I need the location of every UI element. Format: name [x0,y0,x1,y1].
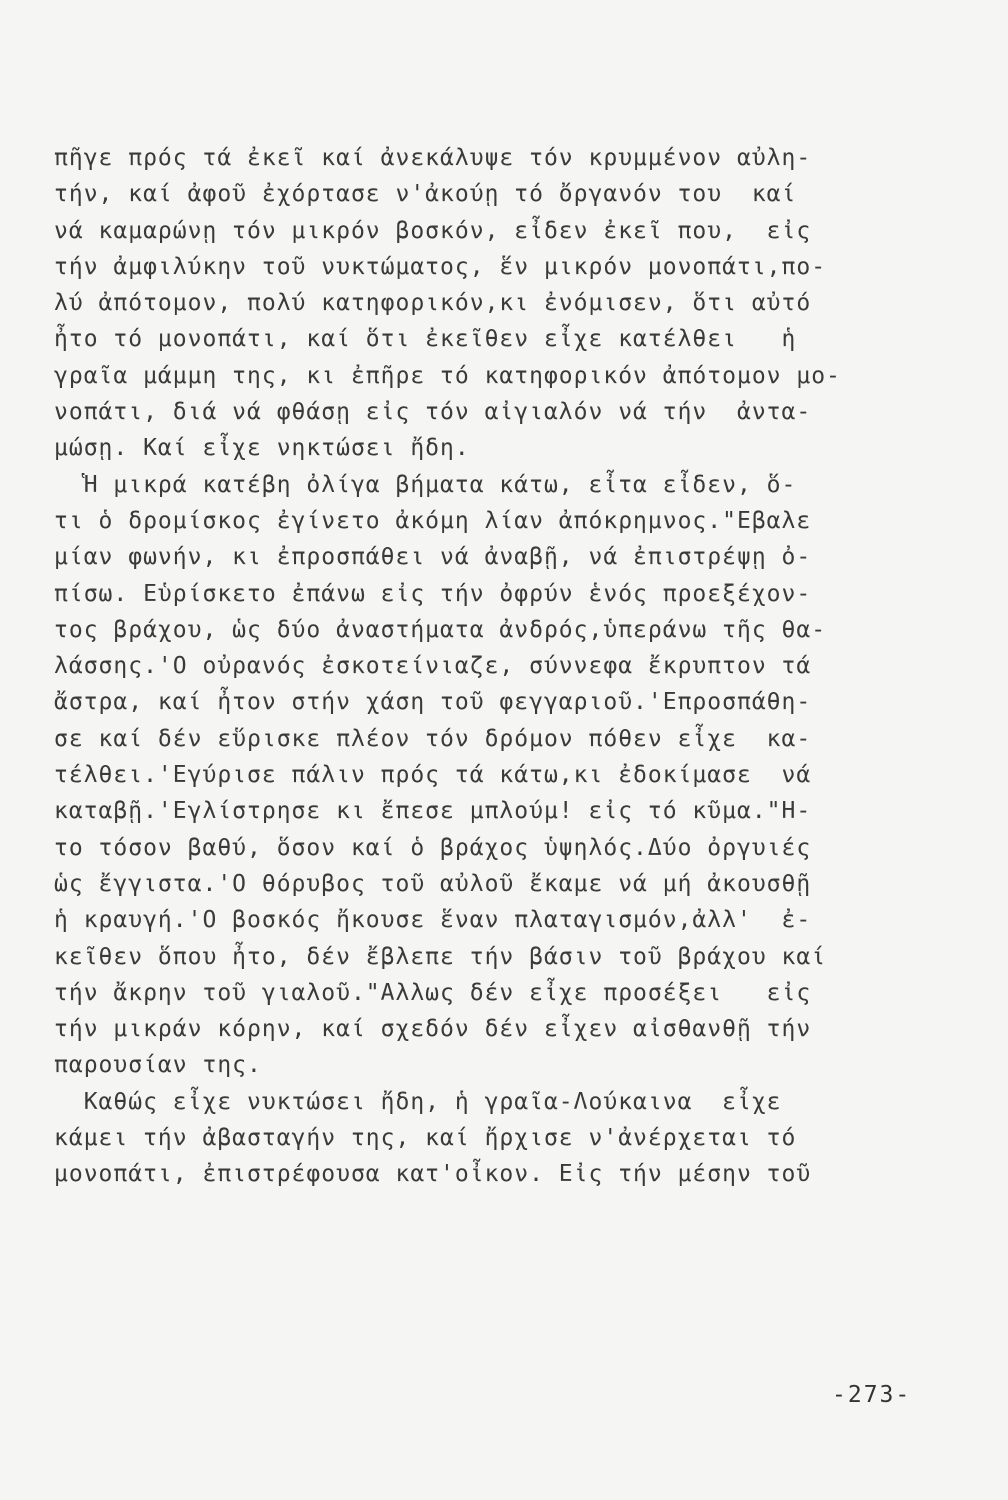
text-line: μίαν φωνήν, κι ἐπροσπάθει νά ἀναβῇ, νά ἐπιστρέψῃ ὀ- [54,544,812,571]
text-line: κάμει τήν ἀβασταγήν της, καί ἤρχισε ν'ἀνέρχεται τό [54,1125,797,1152]
text-line: νά καμαρώνῃ τόν μικρόν βοσκόν, εἶδεν ἐκεῖ που, εἰς [54,217,812,244]
text-line: τήν, καί ἀφοῦ ἐχόρτασε ν'ἀκούῃ τό ὄργανόν του καί [54,181,797,208]
text-line: νοπάτι, διά νά φθάσῃ εἰς τόν αἰγιαλόν νά τήν ἀντα- [54,399,812,426]
text-line: μώσῃ. Καί εἶχε νηκτώσει ἤδη. [54,435,470,462]
text-line: κεῖθεν ὅπου ἦτο, δέν ἔβλεπε τήν βάσιν τοῦ βράχου καί [54,943,827,970]
text-line: ὡς ἔγγιστα.'Ο θόρυβος τοῦ αὐλοῦ ἔκαμε νά μή ἀκουσθῇ [54,870,812,897]
text-line: καταβῇ.'Εγλίστρησε κι ἔπεσε μπλούμ! εἰς τό κῦμα."Η- [54,798,812,825]
text-line: λάσσης.'Ο οὐρανός ἐσκοτείνιαζε, σύννεφα ἔκρυπτον τά [54,653,812,680]
text-line: μονοπάτι, ἐπιστρέφουσα κατ'οἶκον. Εἰς τήν μέσην τοῦ [54,1161,812,1188]
text-line: γραῖα μάμμη της, κι ἐπῆρε τό κατηφορικόν ἀπότομον μο- [54,362,841,389]
text-line: τέλθει.'Εγύρισε πάλιν πρός τά κάτω,κι ἐδοκίμασε νά [54,762,812,789]
text-line: τήν μικράν κόρην, καί σχεδόν δέν εἶχεν αἰσθανθῇ τήν [54,1016,812,1043]
body-text [54,140,934,1193]
text-line: λύ ἀπότομον, πολύ κατηφορικόν,κι ἐνόμισεν, ὅτι αὐτό [54,290,812,317]
text-line: ἡ κραυγή.'Ο βοσκός ἤκουσε ἕναν πλαταγισμόν,ἀλλ' ἐ- [54,907,812,934]
text-line: Ἡ μικρά κατέβη ὀλίγα βήματα κάτω, εἶτα εἶδεν, ὅ- [54,471,797,498]
text-line: τήν ἀμφιλύκην τοῦ νυκτώματος, ἕν μικρόν μονοπάτι,πο- [54,253,827,280]
text-line: σε καί δέν εὕρισκε πλέον τόν δρόμον πόθεν εἶχε κα- [54,725,812,752]
page-number: -273- [832,1382,912,1408]
text-line: ἄστρα, καί ἦτον στήν χάση τοῦ φεγγαριοῦ.'Επροσπάθη- [54,689,812,716]
text-line: τος βράχου, ὡς δύο ἀναστήματα ἀνδρός,ὑπεράνω τῆς θα- [54,616,827,643]
text-line: πίσω. Εὑρίσκετο ἐπάνω εἰς τήν ὀφρύν ἑνός προεξέχον- [54,580,812,607]
text-line: τήν ἄκρην τοῦ γιαλοῦ."Αλλως δέν εἶχε προσέξει εἰς [54,979,812,1006]
text-line: το τόσον βαθύ, ὅσον καί ὁ βράχος ὑψηλός.Δύο ὀργυιές [54,834,812,861]
text-line: Καθώς εἶχε νυκτώσει ἤδη, ἡ γραῖα-Λούκαινα εἶχε [54,1088,782,1115]
text-line: παρουσίαν της. [54,1052,262,1079]
text-line: τι ὁ δρομίσκος ἐγίνετο ἀκόμη λίαν ἀπόκρημνος."Εβαλε [54,507,812,534]
text-line: πῆγε πρός τά ἐκεῖ καί ἀνεκάλυψε τόν κρυμμένον αὐλη- [54,145,812,171]
text-line: ἦτο τό μονοπάτι, καί ὅτι ἐκεῖθεν εἶχε κατέλθει ἡ [54,326,797,353]
